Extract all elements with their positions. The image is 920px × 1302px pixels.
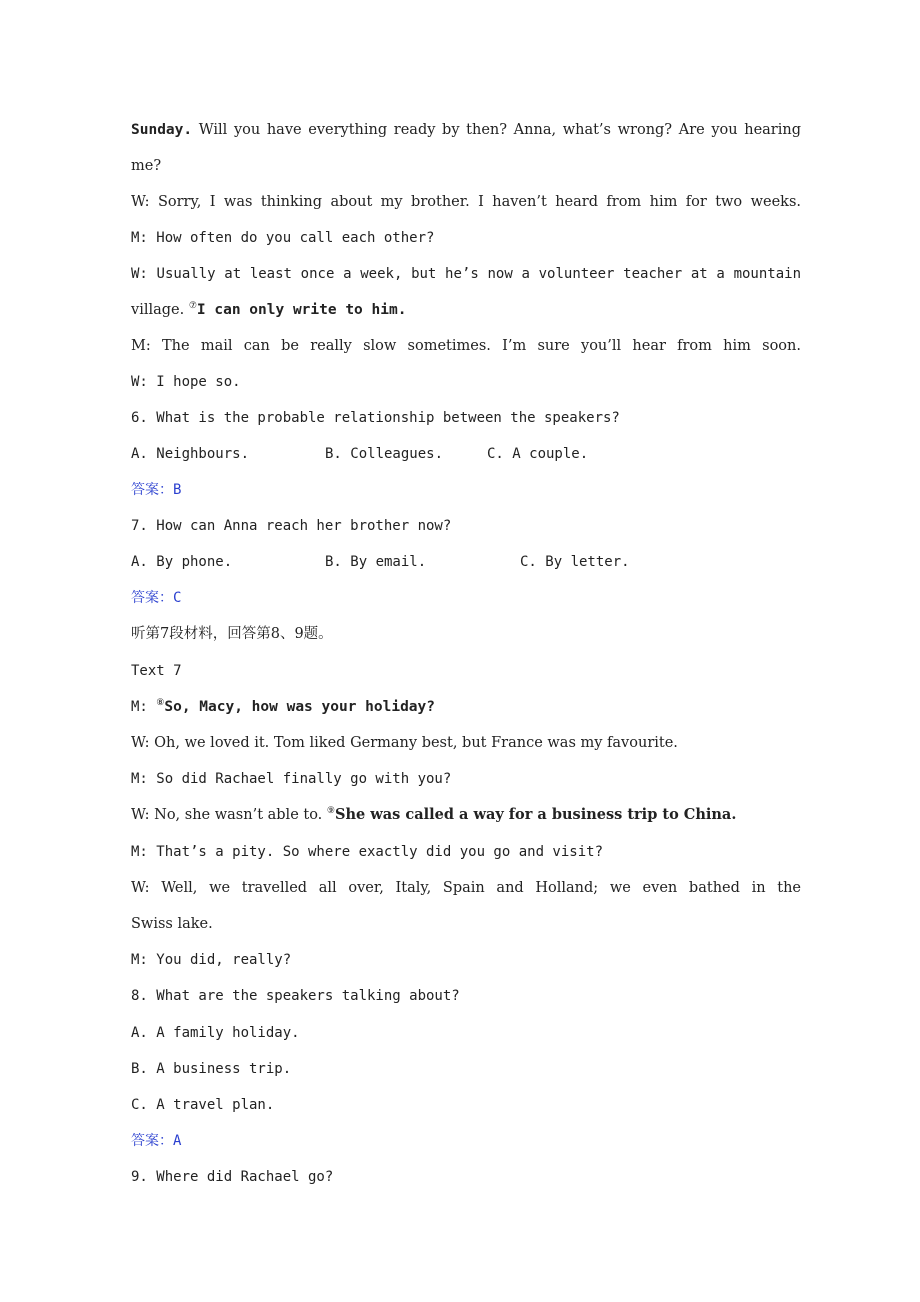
dialogue-line: M: That’s a pity. So where exactly did you go and visit?	[131, 844, 604, 860]
option-c: C. By letter.	[520, 554, 630, 570]
dialogue-line	[131, 120, 801, 140]
option-a: A. Neighbours.	[131, 446, 250, 462]
question-7: 7. How can Anna reach her brother now?	[131, 518, 452, 534]
dialogue-text: Will you have everything ready by then? Anna, what’s wrong? Are you hearing	[192, 122, 801, 138]
bold-text: Sunday.	[131, 122, 193, 138]
section-instruction: 听第7段材料，回答第8、9题。	[131, 626, 333, 642]
dialogue-line: W: Well, we travelled all over, Italy, Spain and Holland; we even bathed in the	[131, 880, 801, 896]
dialogue-text: M:	[131, 699, 157, 715]
option-b: B. By email.	[325, 554, 427, 570]
option-c: C. A couple.	[487, 446, 589, 462]
dialogue-line: Swiss lake.	[131, 916, 213, 932]
dialogue-line: M: How often do you call each other?	[131, 230, 435, 246]
dialogue-line: W: Oh, we loved it. Tom liked Germany best, but France was my favourite.	[131, 735, 678, 751]
dialogue-line	[131, 697, 801, 717]
dialogue-line: me?	[131, 158, 162, 174]
answer-6: 答案：B	[131, 482, 182, 498]
dialogue-line	[131, 300, 801, 320]
bold-text: I can only write to him.	[196, 302, 407, 318]
question-8: 8. What are the speakers talking about?	[131, 988, 460, 1004]
dialogue-line: W: I hope so.	[131, 374, 241, 390]
answer-8: 答案：A	[131, 1133, 182, 1149]
dialogue-line	[131, 805, 801, 825]
circled-number-marker: ⑧	[156, 698, 165, 709]
bold-text: She was called a way for a business trip to China.	[334, 806, 737, 823]
dialogue-line: M: You did, really?	[131, 952, 292, 968]
question-9: 9. Where did Rachael go?	[131, 1169, 334, 1185]
dialogue-line: M: The mail can be really slow sometimes. I’m sure you’ll hear from him soon.	[131, 338, 801, 354]
option-c: C. A travel plan.	[131, 1097, 275, 1113]
option-a: A. A family holiday.	[131, 1025, 300, 1041]
dialogue-line: W: Sorry, I was thinking about my brother. I haven’t heard from him for two weeks.	[131, 194, 801, 210]
question-6-options	[131, 444, 801, 464]
option-a: A. By phone.	[131, 554, 233, 570]
circled-number-marker: ⑦	[188, 301, 197, 312]
bold-text: So, Macy, how was your holiday?	[164, 699, 435, 715]
option-b: B. Colleagues.	[325, 446, 444, 462]
dialogue-text: village.	[131, 302, 189, 318]
dialogue-line: W: Usually at least once a week, but he’s now a volunteer teacher at a mountain	[131, 266, 801, 282]
question-7-options	[131, 552, 801, 572]
option-b: B. A business trip.	[131, 1061, 292, 1077]
dialogue-line: M: So did Rachael finally go with you?	[131, 771, 452, 787]
circled-number-marker: ⑨	[326, 806, 335, 817]
dialogue-text: W: No, she wasn’t able to.	[131, 807, 327, 823]
text-title: Text 7	[131, 663, 182, 679]
answer-7: 答案：C	[131, 590, 182, 606]
question-6: 6. What is the probable relationship between the speakers?	[131, 410, 620, 426]
